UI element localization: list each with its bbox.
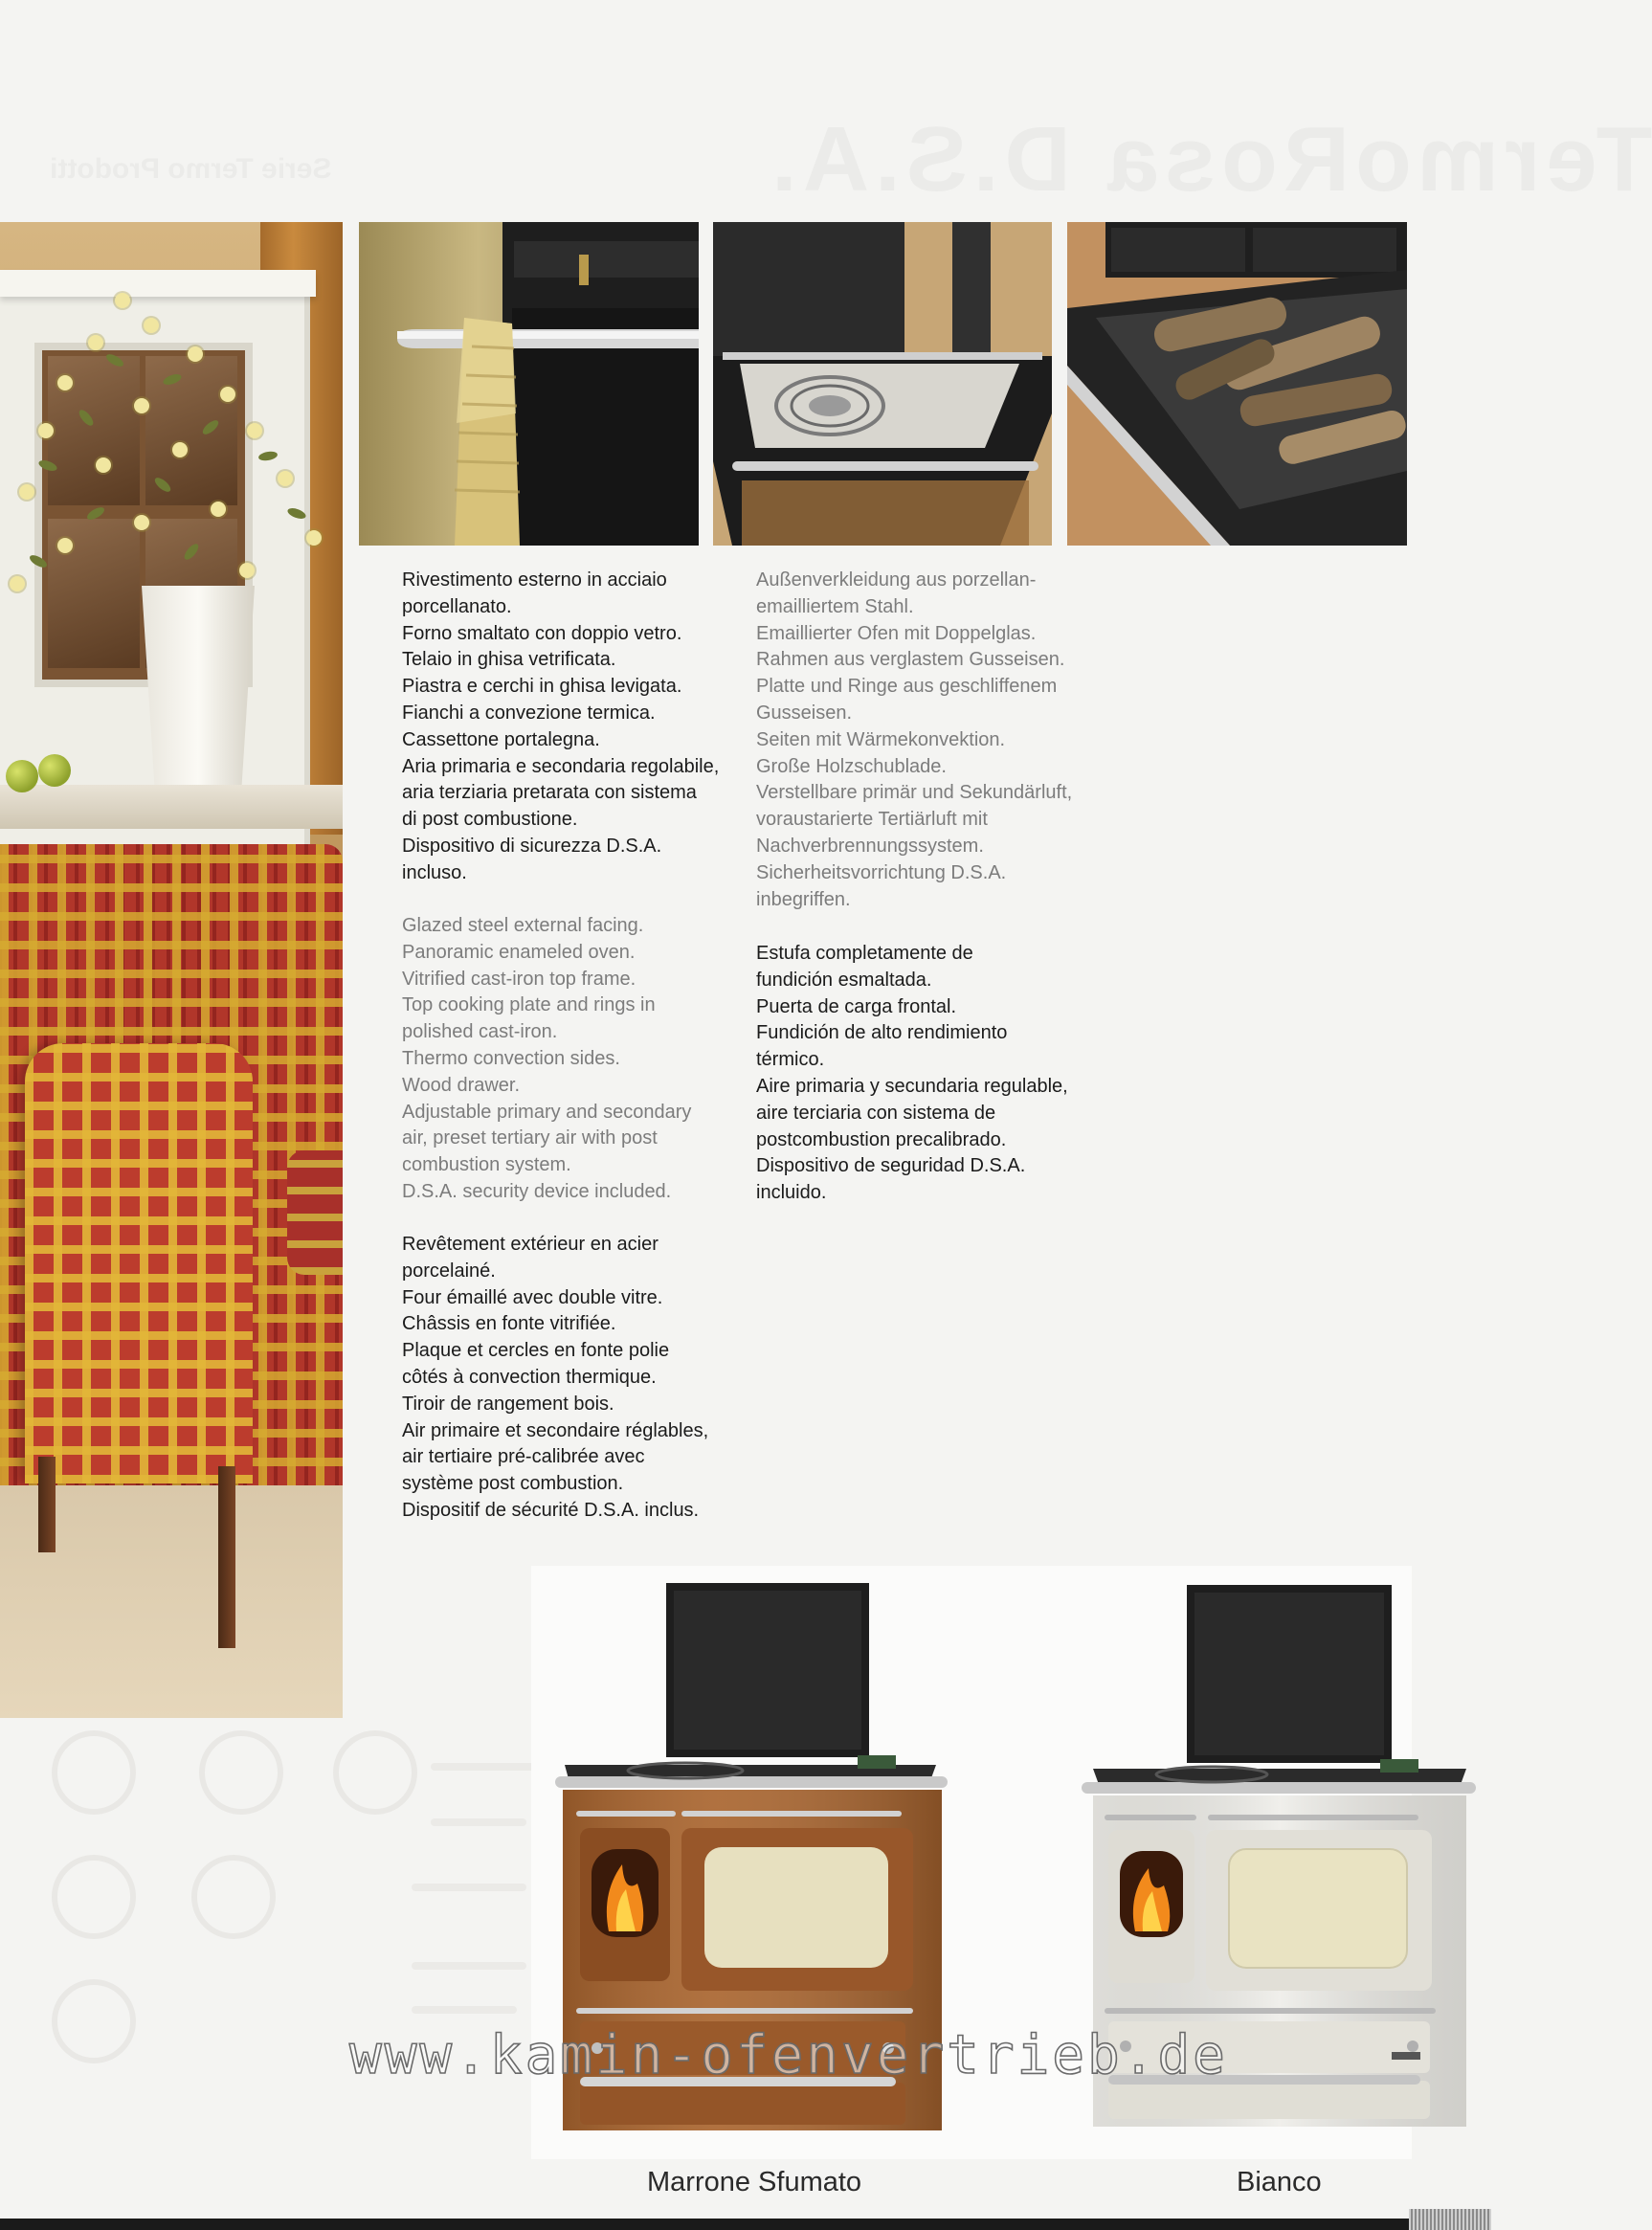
caption-bianco: Bianco bbox=[1237, 2167, 1322, 2197]
ghost-icon bbox=[199, 1730, 283, 1815]
watermark-url: www.kamin-ofenvertrieb.de bbox=[349, 2024, 1228, 2086]
detail-photo-towel-rail bbox=[359, 222, 699, 546]
ghost-icon bbox=[52, 1979, 136, 2063]
armchair-arm bbox=[25, 1043, 253, 1483]
features-spanish: Estufa completamente de fundición esmaltada. Puerta de carga frontal. Fundición de alto rendimiento térmico. Aire primaria y secundaria regulable, aire terciaria con sistema de postcombustion precalibrado. Dispositivo de seguridad D.S.A. incluido. bbox=[756, 943, 1068, 1204]
features-italian: Rivestimento esterno in acciaio porcellanato. Forno smaltato con doppio vetro. Telaio in ghisa vetrificata. Piastra e cerchi in ghisa levigata. Fianchi a convezione termica. Cassettone portalegna. Aria primaria e secondaria regolabile, aria terziaria pretarata con sistema di post combustione. Dispositivo di sicurezza D.S.A. incluso. bbox=[402, 569, 720, 883]
ghost-icon bbox=[52, 1730, 136, 1815]
barcode-strip bbox=[1409, 2209, 1491, 2230]
caption-marrone-sfumato: Marrone Sfumato bbox=[647, 2167, 862, 2197]
features-french: Revêtement extérieur en acier porcelainé. Four émaillé avec double vitre. Châssis en fonte vitrifiée. Plaque et cercles en fonte polie côtés à convection thermique. Tiroir de rangement bois. Air primaire et secondaire réglables, air tertiaire pré-calibrée avec système post combustion. Dispositif de sécurité D.S.A. inclus. bbox=[402, 1234, 709, 1521]
table bbox=[0, 785, 343, 829]
page-edge bbox=[0, 2219, 1491, 2230]
ghost-title: TermoRosa D.S.A. bbox=[766, 108, 1652, 211]
features-german: Außenverkleidung aus porzellan- emailliertem Stahl. Emaillierter Ofen mit Doppelglas. Rahmen aus verglastem Gusseisen. Platte und Ringe aus geschliffenem Gusseisen. Seiten mit Wärmekonvektion. Große Holzschublade. Verstellbare primär und Sekundärluft, voraustarierte Tertiärluft mit Nachverbrennungssystem. Sicherheitsvorrichtung D.S.A. inbegriffen. bbox=[756, 569, 1073, 910]
ghost-subtitle: Serie Termo Prodotti bbox=[50, 153, 332, 185]
features-english: Glazed steel external facing. Panoramic enameled oven. Vitrified cast-iron top frame. Top cooking plate and rings in polished cast-iron. Thermo convection sides. Wood drawer. Adjustable primary and secondary air, preset tertiary air with post combustion system. D.S.A. security device included. bbox=[402, 915, 692, 1202]
vase bbox=[142, 586, 255, 796]
ghost-icon bbox=[52, 1855, 136, 1939]
ghost-info-icon bbox=[333, 1730, 417, 1815]
detail-photo-wood-drawer bbox=[1067, 222, 1407, 546]
detail-photo-cooktop bbox=[713, 222, 1052, 546]
room-photo bbox=[0, 222, 343, 1718]
ghost-icon bbox=[191, 1855, 276, 1939]
